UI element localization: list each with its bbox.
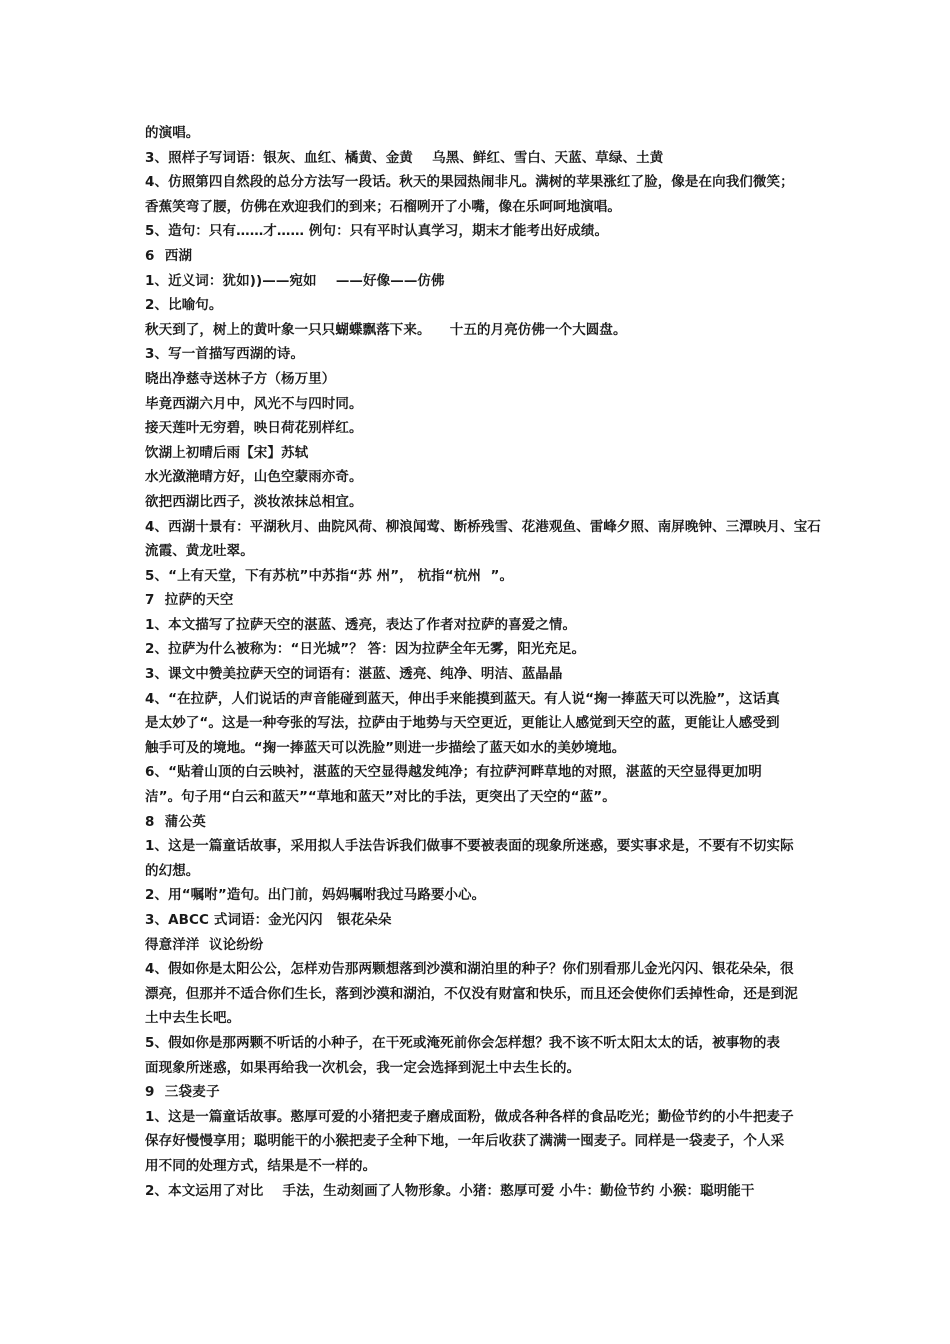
- section-heading: 9 三袋麦子: [145, 1084, 220, 1101]
- text-line: 4、西湖十景有：平湖秋月、曲院风荷、柳浪闻莺、断桥残雪、花港观鱼、雷峰夕照、南屏晚钟、三潭映月、宝石: [145, 518, 821, 535]
- section-heading: 7 拉萨的天空: [145, 592, 234, 609]
- text-line: 5、假如你是那两颗不听话的小种子，在干死或淹死前你会怎样想？我不该不听太阳太太的话，被事物的表: [145, 1034, 781, 1051]
- text-line: 洁”。句子用“白云和蓝天”“草地和蓝天”对比的手法，更突出了天空的“蓝”。: [145, 789, 616, 806]
- text-line: 2、拉萨为什么被称为：“日光城”？ 答：因为拉萨全年无雾，阳光充足。: [145, 641, 586, 658]
- text-line: 香蕉笑弯了腰，仿佛在欢迎我们的到来；石榴咧开了小嘴，像在乐呵呵地演唱。: [145, 198, 621, 215]
- text-line: 5、“上有天堂，下有苏杭”中苏指“苏 州”， 杭指“杭州 ”。: [145, 567, 514, 584]
- text-line: 5、造句：只有……才…… 例句：只有平时认真学习，期末才能考出好成绩。: [145, 223, 609, 240]
- text-line: 的演唱。: [145, 125, 200, 141]
- text-line: 2、比喻句。: [145, 297, 223, 314]
- section-heading: 8 蒲公英: [145, 813, 207, 830]
- poem-line: 接天莲叶无穷碧，映日荷花别样红。: [145, 420, 363, 437]
- text-line: 流霞、黄龙吐翠。: [145, 543, 254, 560]
- text-line: 1、本文描写了拉萨天空的湛蓝、透亮，表达了作者对拉萨的喜爱之情。: [145, 616, 577, 633]
- text-line: 1、这是一篇童话故事。憨厚可爱的小猪把麦子磨成面粉，做成各种各样的食品吃光；勤俭节约的小牛把麦子: [145, 1108, 794, 1125]
- text-line: 4、假如你是太阳公公，怎样劝告那两颗想落到沙漠和湖泊里的种子？你们别看那儿金光闪闪、银花朵朵，很: [145, 961, 794, 978]
- text-line: 是太妙了“。这是一种夸张的写法，拉萨由于地势与天空更近，更能让人感觉到天空的蓝，更能让人感受到: [145, 715, 780, 732]
- text-line: 3、课文中赞美拉萨天空的词语有：湛蓝、透亮、纯净、明洁、蓝晶晶: [145, 666, 563, 683]
- text-line: 1、这是一篇童话故事，采用拟人手法告诉我们做事不要被表面的现象所迷惑，要实事求是，不要有不切实际: [145, 838, 794, 855]
- text-line: 土中去生长吧。: [145, 1010, 241, 1027]
- document-body: [145, 121, 821, 1203]
- text-line: 2、本文运用了对比 手法，生动刻画了人物形象。小猪：憨厚可爱 小牛：勤俭节约 小猴：聪明能干: [145, 1182, 755, 1199]
- text-line: 4、仿照第四自然段的总分方法写一段话。秋天的果园热闹非凡。满树的苹果涨红了脸，像是在向我们微笑；: [145, 174, 794, 191]
- text-line: 6、“贴着山顶的白云映衬，湛蓝的天空显得越发纯净；有拉萨河畔草地的对照，湛蓝的天空显得更加明: [145, 764, 762, 781]
- poem-line: 水光潋滟晴方好，山色空蒙雨亦奇。: [145, 469, 363, 486]
- text-line: 1、近义词：犹如))——宛如 ——好像——仿佛: [145, 272, 445, 289]
- poem-title: 晓出净慈寺送林子方（杨万里）: [145, 370, 336, 387]
- text-line: 2、用“嘱咐”造句。出门前，妈妈嘱咐我过马路要小心。: [145, 887, 486, 904]
- text-line: 用不同的处理方式，结果是不一样的。: [145, 1157, 377, 1174]
- text-line: 的幻想。: [145, 862, 200, 879]
- text-line: 4、“在拉萨，人们说话的声音能碰到蓝天，伸出手来能摸到蓝天。有人说“掬一捧蓝天可以洗脸”，这话真: [145, 690, 780, 707]
- poem-title: 饮湖上初晴后雨【宋】苏轼: [145, 444, 309, 461]
- text-line: 秋天到了，树上的黄叶象一只只蝴蝶飘落下来。 十五的月亮仿佛一个大圆盘。: [145, 321, 627, 338]
- text-line: 触手可及的境地。“掬一捧蓝天可以洗脸”则进一步描绘了蓝天如水的美妙境地。: [145, 739, 626, 756]
- text-line: 得意洋洋 议论纷纷: [145, 936, 264, 953]
- text-line: 漂亮，但那并不适合你们生长，落到沙漠和湖泊，不仅没有财富和快乐，而且还会使你们丢掉性命，还是到泥: [145, 985, 798, 1002]
- text-line: 3、ABCC 式词语：金光闪闪 银花朵朵: [145, 912, 392, 928]
- text-line: 3、照样子写词语：银灰、血红、橘黄、金黄 乌黑、鲜红、雪白、天蓝、草绿、土黄: [145, 149, 664, 166]
- poem-line: 毕竟西湖六月中，风光不与四时同。: [145, 395, 363, 412]
- poem-line: 欲把西湖比西子，淡妆浓抹总相宜。: [145, 493, 363, 510]
- text-line: 保存好慢慢享用；聪明能干的小猴把麦子全种下地，一年后收获了满满一囤麦子。同样是一袋麦子，个人采: [145, 1133, 785, 1150]
- section-heading: 6 西湖: [145, 247, 193, 264]
- text-line: 3、写一首描写西湖的诗。: [145, 346, 305, 363]
- text-line: 面现象所迷惑，如果再给我一次机会，我一定会选择到泥土中去生长的。: [145, 1059, 581, 1076]
